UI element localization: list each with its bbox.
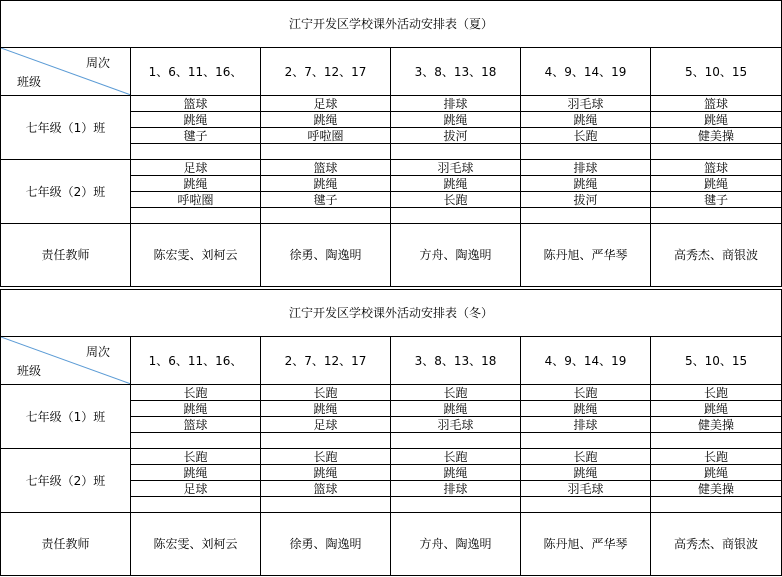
activity-cell: 跳绳 [131, 176, 261, 192]
activity-cell: 篮球 [261, 160, 391, 176]
activity-cell: 健美操 [651, 128, 782, 144]
activity-cell [521, 144, 651, 160]
activity-cell [261, 144, 391, 160]
teacher-cell: 徐勇、陶逸明 [261, 224, 391, 287]
activity-cell: 跳绳 [521, 465, 651, 481]
activity-cell: 拔河 [391, 128, 521, 144]
activity-cell: 长跑 [651, 449, 782, 465]
activity-cell: 毽子 [651, 192, 782, 208]
activity-cell: 长跑 [391, 449, 521, 465]
activity-cell: 长跑 [391, 385, 521, 401]
activity-cell: 排球 [391, 481, 521, 497]
corner-header [1, 48, 131, 96]
teacher-cell: 陈丹旭、严华琴 [521, 513, 651, 576]
activity-cell [261, 208, 391, 224]
activity-cell: 跳绳 [651, 176, 782, 192]
activity-cell [651, 433, 782, 449]
activity-cell: 长跑 [131, 449, 261, 465]
week-header-label: 周次 [85, 56, 110, 70]
teacher-label: 责任教师 [1, 513, 131, 576]
activity-cell [391, 144, 521, 160]
activity-cell: 毽子 [261, 192, 391, 208]
teacher-cell: 方舟、陶逸明 [391, 224, 521, 287]
activity-cell: 长跑 [521, 385, 651, 401]
activity-cell: 足球 [131, 160, 261, 176]
week-header: 4、9、14、19 [521, 48, 651, 96]
activity-cell: 呼啦圈 [261, 128, 391, 144]
table-title: 江宁开发区学校课外活动安排表（冬） [1, 290, 782, 337]
corner-header [1, 337, 131, 385]
activity-cell [651, 497, 782, 513]
activity-cell: 毽子 [131, 128, 261, 144]
class-name: 七年级（1）班 [1, 385, 131, 449]
activity-cell: 足球 [261, 417, 391, 433]
activity-cell: 篮球 [651, 96, 782, 112]
activity-cell [261, 433, 391, 449]
teacher-cell: 徐勇、陶逸明 [261, 513, 391, 576]
week-header: 5、10、15 [651, 337, 782, 385]
activity-cell: 跳绳 [131, 112, 261, 128]
activity-cell: 跳绳 [261, 112, 391, 128]
week-header: 2、7、12、17 [261, 48, 391, 96]
activity-cell: 羽毛球 [391, 417, 521, 433]
activity-cell: 羽毛球 [391, 160, 521, 176]
activity-cell: 跳绳 [651, 465, 782, 481]
activity-cell [651, 144, 782, 160]
activity-cell: 跳绳 [521, 401, 651, 417]
activity-cell [131, 144, 261, 160]
class-header-label: 班级 [17, 364, 42, 378]
activity-cell: 跳绳 [391, 112, 521, 128]
activity-cell: 跳绳 [521, 176, 651, 192]
activity-cell [651, 208, 782, 224]
teacher-cell: 陈宏雯、刘柯云 [131, 513, 261, 576]
activity-cell: 排球 [391, 96, 521, 112]
activity-cell: 足球 [131, 481, 261, 497]
activity-cell: 跳绳 [131, 465, 261, 481]
activity-cell [521, 497, 651, 513]
activity-cell: 排球 [521, 160, 651, 176]
teacher-cell: 高秀杰、商银波 [651, 224, 782, 287]
week-header: 1、6、11、16、 [131, 337, 261, 385]
activity-cell: 长跑 [521, 449, 651, 465]
week-header: 3、8、13、18 [391, 337, 521, 385]
week-header: 4、9、14、19 [521, 337, 651, 385]
activity-cell: 跳绳 [391, 465, 521, 481]
schedule-table-winter [0, 289, 782, 576]
activity-cell: 长跑 [261, 449, 391, 465]
activity-cell: 跳绳 [261, 401, 391, 417]
activity-cell: 篮球 [131, 96, 261, 112]
activity-cell [521, 208, 651, 224]
activity-cell: 足球 [261, 96, 391, 112]
activity-cell [131, 497, 261, 513]
activity-cell [391, 433, 521, 449]
activity-cell: 长跑 [651, 385, 782, 401]
activity-cell: 跳绳 [261, 465, 391, 481]
activity-cell: 长跑 [521, 128, 651, 144]
activity-cell [391, 497, 521, 513]
teacher-cell: 高秀杰、商银波 [651, 513, 782, 576]
activity-cell: 羽毛球 [521, 96, 651, 112]
week-header: 3、8、13、18 [391, 48, 521, 96]
activity-cell [131, 208, 261, 224]
activity-cell: 跳绳 [391, 401, 521, 417]
activity-cell: 排球 [521, 417, 651, 433]
teacher-cell: 陈丹旭、严华琴 [521, 224, 651, 287]
activity-cell: 呼啦圈 [131, 192, 261, 208]
class-name: 七年级（2）班 [1, 449, 131, 513]
week-header-label: 周次 [85, 345, 110, 359]
week-header: 1、6、11、16、 [131, 48, 261, 96]
week-header: 2、7、12、17 [261, 337, 391, 385]
class-header-label: 班级 [17, 75, 42, 89]
teacher-label: 责任教师 [1, 224, 131, 287]
activity-cell: 健美操 [651, 481, 782, 497]
activity-cell: 跳绳 [261, 176, 391, 192]
class-name: 七年级（2）班 [1, 160, 131, 224]
activity-cell: 长跑 [391, 192, 521, 208]
schedule-table-summer [0, 0, 782, 287]
activity-cell [131, 433, 261, 449]
activity-cell: 拔河 [521, 192, 651, 208]
activity-cell: 篮球 [131, 417, 261, 433]
activity-cell: 长跑 [131, 385, 261, 401]
activity-cell: 跳绳 [651, 112, 782, 128]
activity-cell [521, 433, 651, 449]
activity-cell: 跳绳 [651, 401, 782, 417]
table-title: 江宁开发区学校课外活动安排表（夏） [1, 1, 782, 48]
activity-cell: 跳绳 [131, 401, 261, 417]
activity-cell: 篮球 [261, 481, 391, 497]
activity-cell [261, 497, 391, 513]
class-name: 七年级（1）班 [1, 96, 131, 160]
week-header: 5、10、15 [651, 48, 782, 96]
teacher-cell: 陈宏雯、刘柯云 [131, 224, 261, 287]
activity-cell [391, 208, 521, 224]
teacher-cell: 方舟、陶逸明 [391, 513, 521, 576]
activity-cell: 羽毛球 [521, 481, 651, 497]
activity-cell: 长跑 [261, 385, 391, 401]
activity-cell: 篮球 [651, 160, 782, 176]
activity-cell: 跳绳 [521, 112, 651, 128]
activity-cell: 跳绳 [391, 176, 521, 192]
activity-cell: 健美操 [651, 417, 782, 433]
